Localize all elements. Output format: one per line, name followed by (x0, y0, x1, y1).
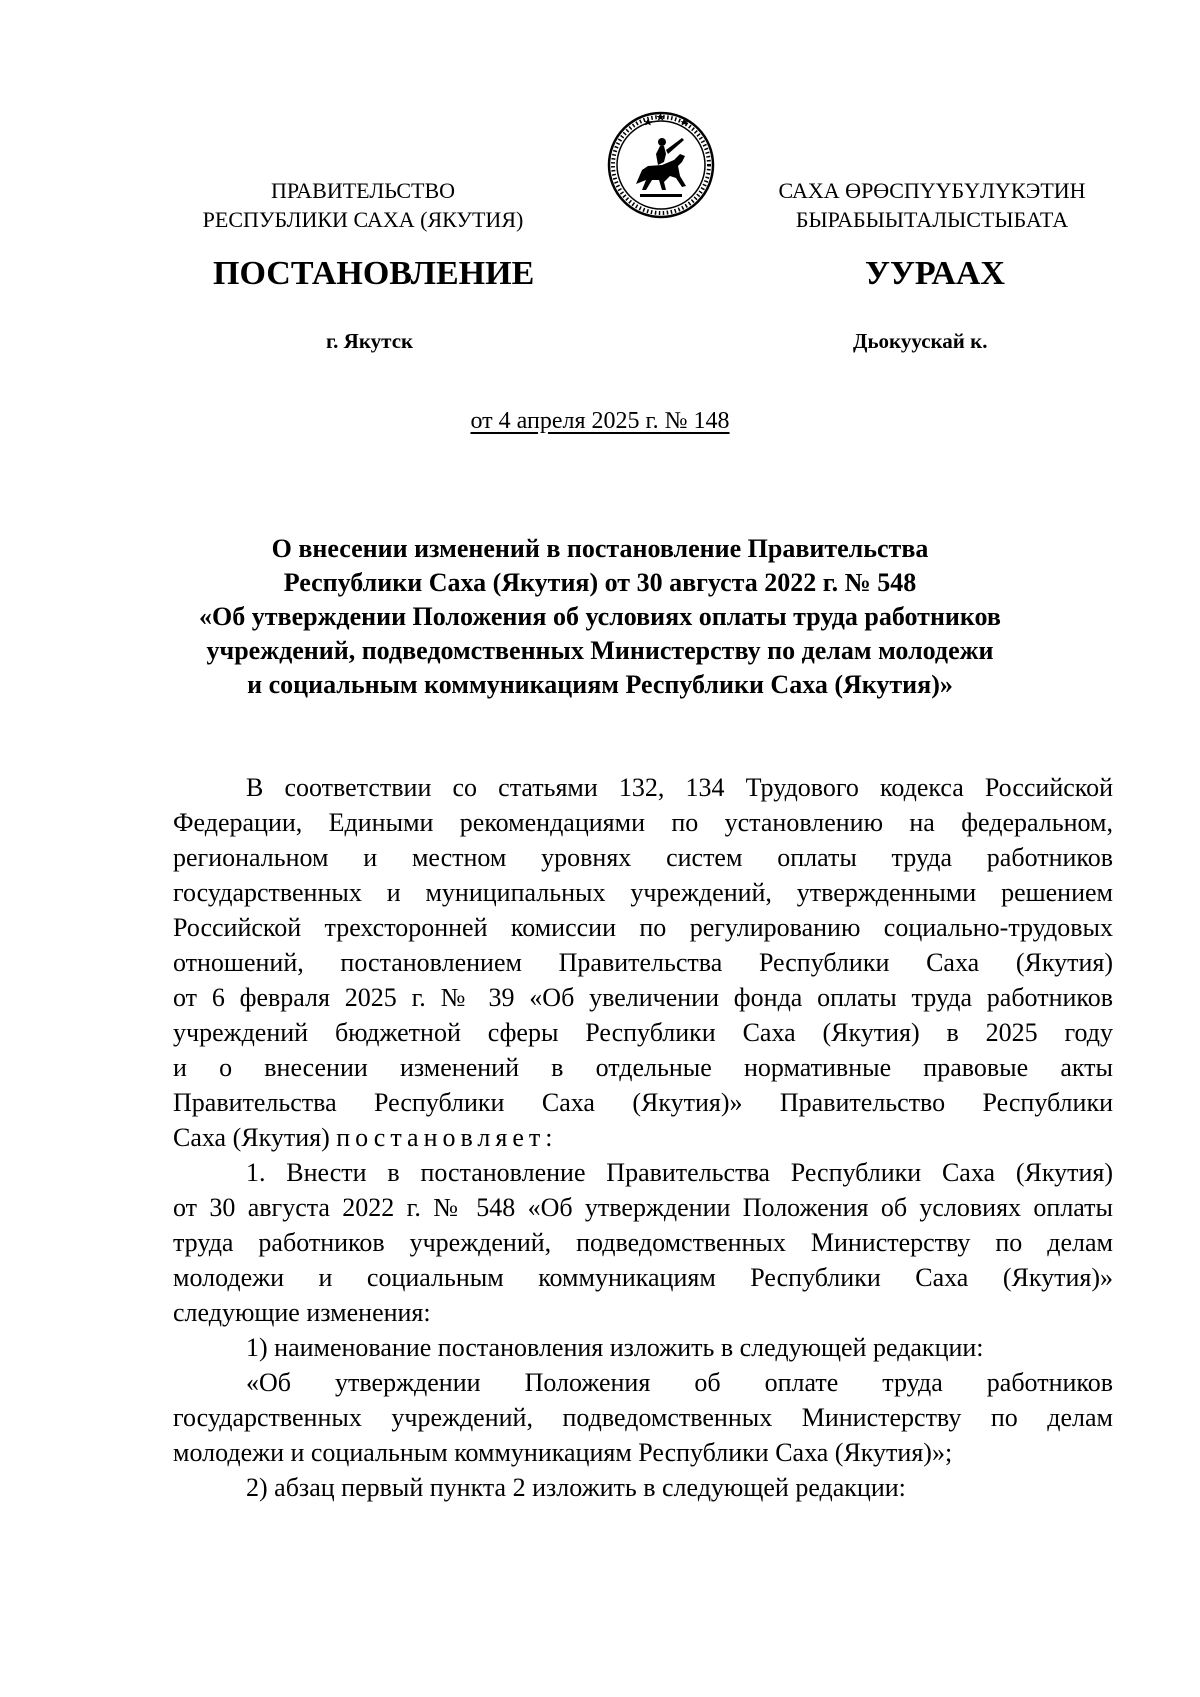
document-body (173, 770, 1113, 1505)
body-line-prefix: Саха (Якутия) (173, 1123, 337, 1152)
body-line: учреждений бюджетной сферы Республики Саха (Якутия) в 2025 году (173, 1018, 1113, 1047)
body-line: от 6 февраля 2025 г. № 39 «Об увеличении фонда оплаты труда работников (173, 983, 1113, 1012)
date-line: от 4 апреля 2025 г. № 148 (470, 408, 730, 434)
body-line: молодежи и социальным коммуникациям Республики Саха (Якутия)»; (173, 1438, 953, 1467)
subject-line: «Об утверждении Положения об условиях оплаты труда работников (199, 602, 1001, 631)
body-line: региональном и местном уровнях систем оплаты труда работников (173, 843, 1113, 872)
org-name-russian (158, 176, 568, 234)
body-line (173, 1120, 1113, 1155)
body-line: отношений, постановлением Правительства Республики Саха (Якутия) (173, 948, 1113, 977)
document-type-yakut: УУРААХ (865, 255, 1005, 292)
coat-of-arms-emblem-icon (606, 110, 716, 220)
org-name-line: БЫРАБЫЫТАЛЫСТЫБАТА (795, 207, 1069, 232)
body-line: Правительства Республики Саха (Якутия)» Правительство Республики (173, 1088, 1113, 1117)
document-date-number (0, 406, 1200, 436)
body-line: 2) абзац первый пункта 2 изложить в следующей редакции: (246, 1473, 906, 1502)
body-line: В соответствии со статьями 132, 134 Трудового кодекса Российской (246, 773, 1113, 802)
body-line: следующие изменения: (173, 1298, 431, 1327)
body-line: Федерации, Едиными рекомендациями по установлению на федеральном, (173, 808, 1113, 837)
body-line: «Об утверждении Положения об оплате труда работников (246, 1368, 1113, 1397)
org-name-line: САХА ӨРӨСПҮҮБҮЛҮКЭТИН (778, 178, 1086, 203)
body-line: от 30 августа 2022 г. № 548 «Об утверждении Положения об условиях оплаты (173, 1193, 1113, 1222)
body-line: 1) наименование постановления изложить в следующей редакции: (246, 1333, 984, 1362)
body-line: труда работников учреждений, подведомственных Министерству по делам (173, 1228, 1113, 1257)
subject-line: О внесении изменений в постановление Правительства (271, 534, 929, 563)
body-line: государственных учреждений, подведомственных Министерству по делам (173, 1403, 1113, 1432)
document-subject (150, 532, 1050, 702)
subject-line: Республики Саха (Якутия) от 30 августа 2022 г. № 548 (283, 568, 917, 597)
body-line: и о внесении изменений в отдельные нормативные правовые акты (173, 1053, 1113, 1082)
city-yakut: Дьокуускай к. (853, 329, 988, 353)
body-line: государственных и муниципальных учреждений, утвержденными решением (173, 878, 1113, 907)
org-name-line: ПРАВИТЕЛЬСТВО (270, 178, 456, 203)
body-line: 1. Внести в постановление Правительства Республики Саха (Якутия) (246, 1158, 1113, 1187)
document-type-russian: ПОСТАНОВЛЕНИЕ (213, 255, 535, 292)
subject-line: учреждений, подведомственных Министерству по делам молодежи (206, 636, 994, 665)
org-name-line: РЕСПУБЛИКИ САХА (ЯКУТИЯ) (202, 207, 524, 232)
body-line: Российской трехсторонней комиссии по регулированию социально-трудовых (173, 913, 1113, 942)
city-russian: г. Якутск (326, 329, 414, 353)
resolves-word: постановляет: (336, 1123, 558, 1152)
subject-line: и социальным коммуникациям Республики Саха (Якутия)» (247, 670, 953, 699)
org-name-yakut (742, 176, 1122, 234)
body-line: молодежи и социальным коммуникациям Республики Саха (Якутия)» (173, 1263, 1113, 1292)
